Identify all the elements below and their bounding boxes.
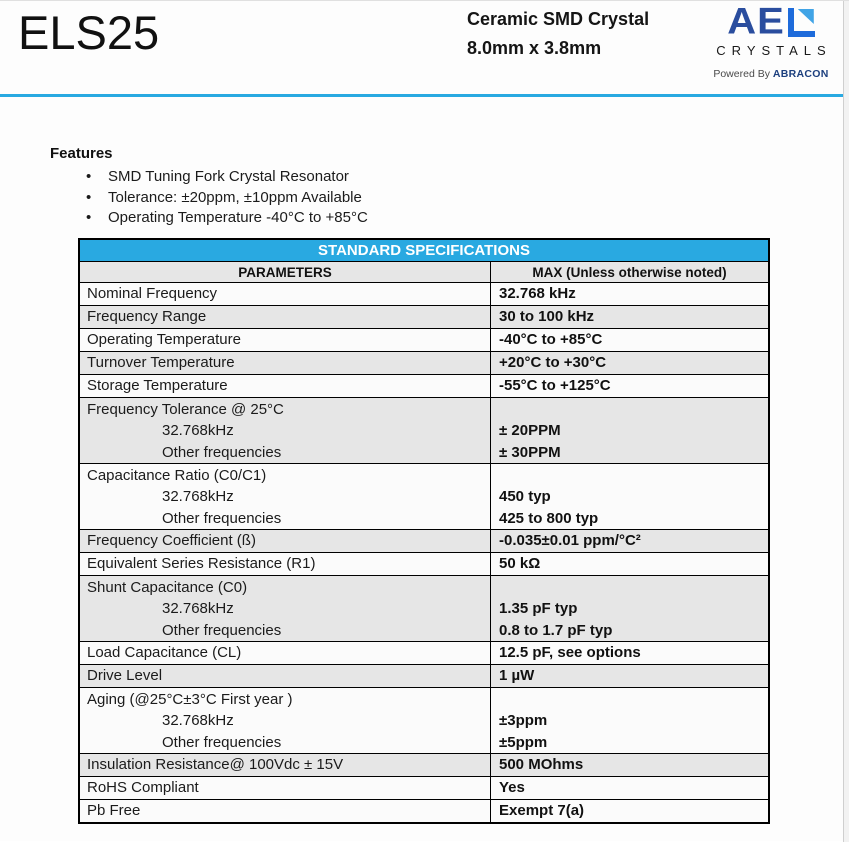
table-row [80, 800, 768, 822]
table-row [80, 642, 768, 665]
parameter-cell [80, 576, 490, 641]
value-cell: -55°C to +125°C [490, 375, 768, 397]
value-line [499, 465, 768, 486]
value-cell: 500 MOhms [490, 754, 768, 776]
spec-table-column-headers [80, 262, 768, 283]
value-cell: 12.5 pF, see options [490, 642, 768, 664]
parameter-line: Frequency Tolerance @ 25°C [87, 401, 284, 418]
parameter-cell: Frequency Coefficient (ß) [87, 532, 256, 549]
parameter-cell: Storage Temperature [87, 377, 228, 394]
value-cell: -0.035±0.01 ppm/°C² [490, 530, 768, 552]
parameter-line: Capacitance Ratio (C0/C1) [87, 467, 267, 484]
parameter-line: Shunt Capacitance (C0) [87, 579, 248, 596]
features-section [50, 145, 368, 229]
ael-crystals-logo [701, 1, 841, 80]
product-size: 8.0mm x 3.8mm [467, 38, 602, 58]
value-cell [490, 464, 768, 529]
powered-by-prefix: Powered By [713, 68, 773, 80]
table-row [80, 754, 768, 777]
parameter-cell: Insulation Resistance@ 100Vdc ± 15V [87, 756, 344, 773]
table-row [80, 553, 768, 576]
logo-l-horizontal-bar [788, 31, 815, 37]
value-line: ± 20PPM [499, 422, 561, 440]
parameter-cell [80, 688, 490, 753]
table-row [80, 665, 768, 688]
product-description [467, 5, 649, 63]
standard-specifications-table [78, 238, 770, 824]
parameter-line: 32.768kHz [162, 422, 234, 440]
parameter-line: Aging (@25°C±3°C First year ) [87, 691, 293, 708]
value-line: ±5ppm [499, 733, 548, 751]
value-cell: +20°C to +30°C [490, 352, 768, 374]
value-cell: 1 µW [490, 665, 768, 687]
table-row [80, 306, 768, 329]
value-line [499, 399, 768, 420]
value-cell [490, 688, 768, 753]
parameter-cell: Turnover Temperature [87, 354, 235, 371]
parameter-cell [80, 398, 490, 463]
parameter-cell: RoHS Compliant [87, 779, 199, 796]
value-line [499, 577, 768, 598]
table-row [80, 530, 768, 553]
parameter-line: Other frequencies [162, 621, 282, 639]
value-line: 425 to 800 typ [499, 509, 599, 527]
features-heading: Features [50, 145, 113, 162]
value-line: 450 typ [499, 488, 551, 506]
page-right-edge [843, 1, 849, 842]
features-list [50, 167, 368, 229]
value-cell: 50 kΩ [490, 553, 768, 575]
spec-table-body [80, 283, 768, 822]
part-number-title: ELS25 [18, 6, 160, 59]
parameter-cell: Drive Level [87, 667, 163, 684]
abracon-brand-label: ABRACON [772, 68, 829, 80]
value-line: 1.35 pF typ [499, 600, 578, 618]
table-row [80, 283, 768, 306]
parameter-line: 32.768kHz [162, 600, 234, 618]
table-row [80, 777, 768, 800]
value-cell: 30 to 100 kHz [490, 306, 768, 328]
table-row [80, 352, 768, 375]
feature-item: • Operating Temperature -40°C to +85°C [50, 208, 368, 229]
feature-item: • Tolerance: ±20ppm, ±10ppm Available [50, 188, 368, 209]
value-cell: -40°C to +85°C [490, 329, 768, 351]
column-header-parameters: PARAMETERS [238, 265, 332, 280]
column-header-max: MAX (Unless otherwise noted) [490, 262, 768, 283]
parameter-cell: Nominal Frequency [87, 285, 218, 302]
value-cell [490, 398, 768, 463]
value-line: ±3ppm [499, 712, 548, 730]
table-row [80, 688, 768, 754]
parameter-line: 32.768kHz [162, 712, 234, 730]
parameter-cell: Equivalent Series Resistance (R1) [87, 555, 316, 572]
ael-logo-l-icon [788, 8, 815, 37]
parameter-cell [80, 464, 490, 529]
value-line [499, 689, 768, 710]
parameter-line: Other frequencies [162, 509, 282, 527]
logo-crystals-label: CRYSTALS [716, 43, 832, 58]
table-row [80, 329, 768, 352]
parameter-line: 32.768kHz [162, 488, 234, 506]
parameter-line: Other frequencies [162, 443, 282, 461]
value-cell: 32.768 kHz [490, 283, 768, 305]
value-line: ± 30PPM [499, 443, 561, 461]
value-cell: Exempt 7(a) [490, 800, 768, 822]
ael-logo-word [701, 1, 841, 42]
parameter-cell: Operating Temperature [87, 331, 241, 348]
header-divider-line [0, 94, 843, 97]
feature-item: • SMD Tuning Fork Crystal Resonator [50, 167, 368, 188]
table-row [80, 464, 768, 530]
table-row [80, 398, 768, 464]
parameter-line: Other frequencies [162, 733, 282, 751]
powered-by-abracon [701, 68, 841, 80]
spec-table-title: STANDARD SPECIFICATIONS [80, 240, 768, 262]
parameter-cell: Pb Free [87, 802, 141, 819]
parameter-cell: Frequency Range [87, 308, 207, 325]
table-row [80, 576, 768, 642]
value-cell: Yes [490, 777, 768, 799]
parameter-cell: Load Capacitance (CL) [87, 644, 242, 661]
table-row [80, 375, 768, 398]
logo-triangle-icon [798, 9, 814, 24]
ael-logo-letters: AE [727, 1, 785, 42]
product-type: Ceramic SMD Crystal [467, 9, 650, 29]
value-line: 0.8 to 1.7 pF typ [499, 621, 613, 639]
value-cell [490, 576, 768, 641]
